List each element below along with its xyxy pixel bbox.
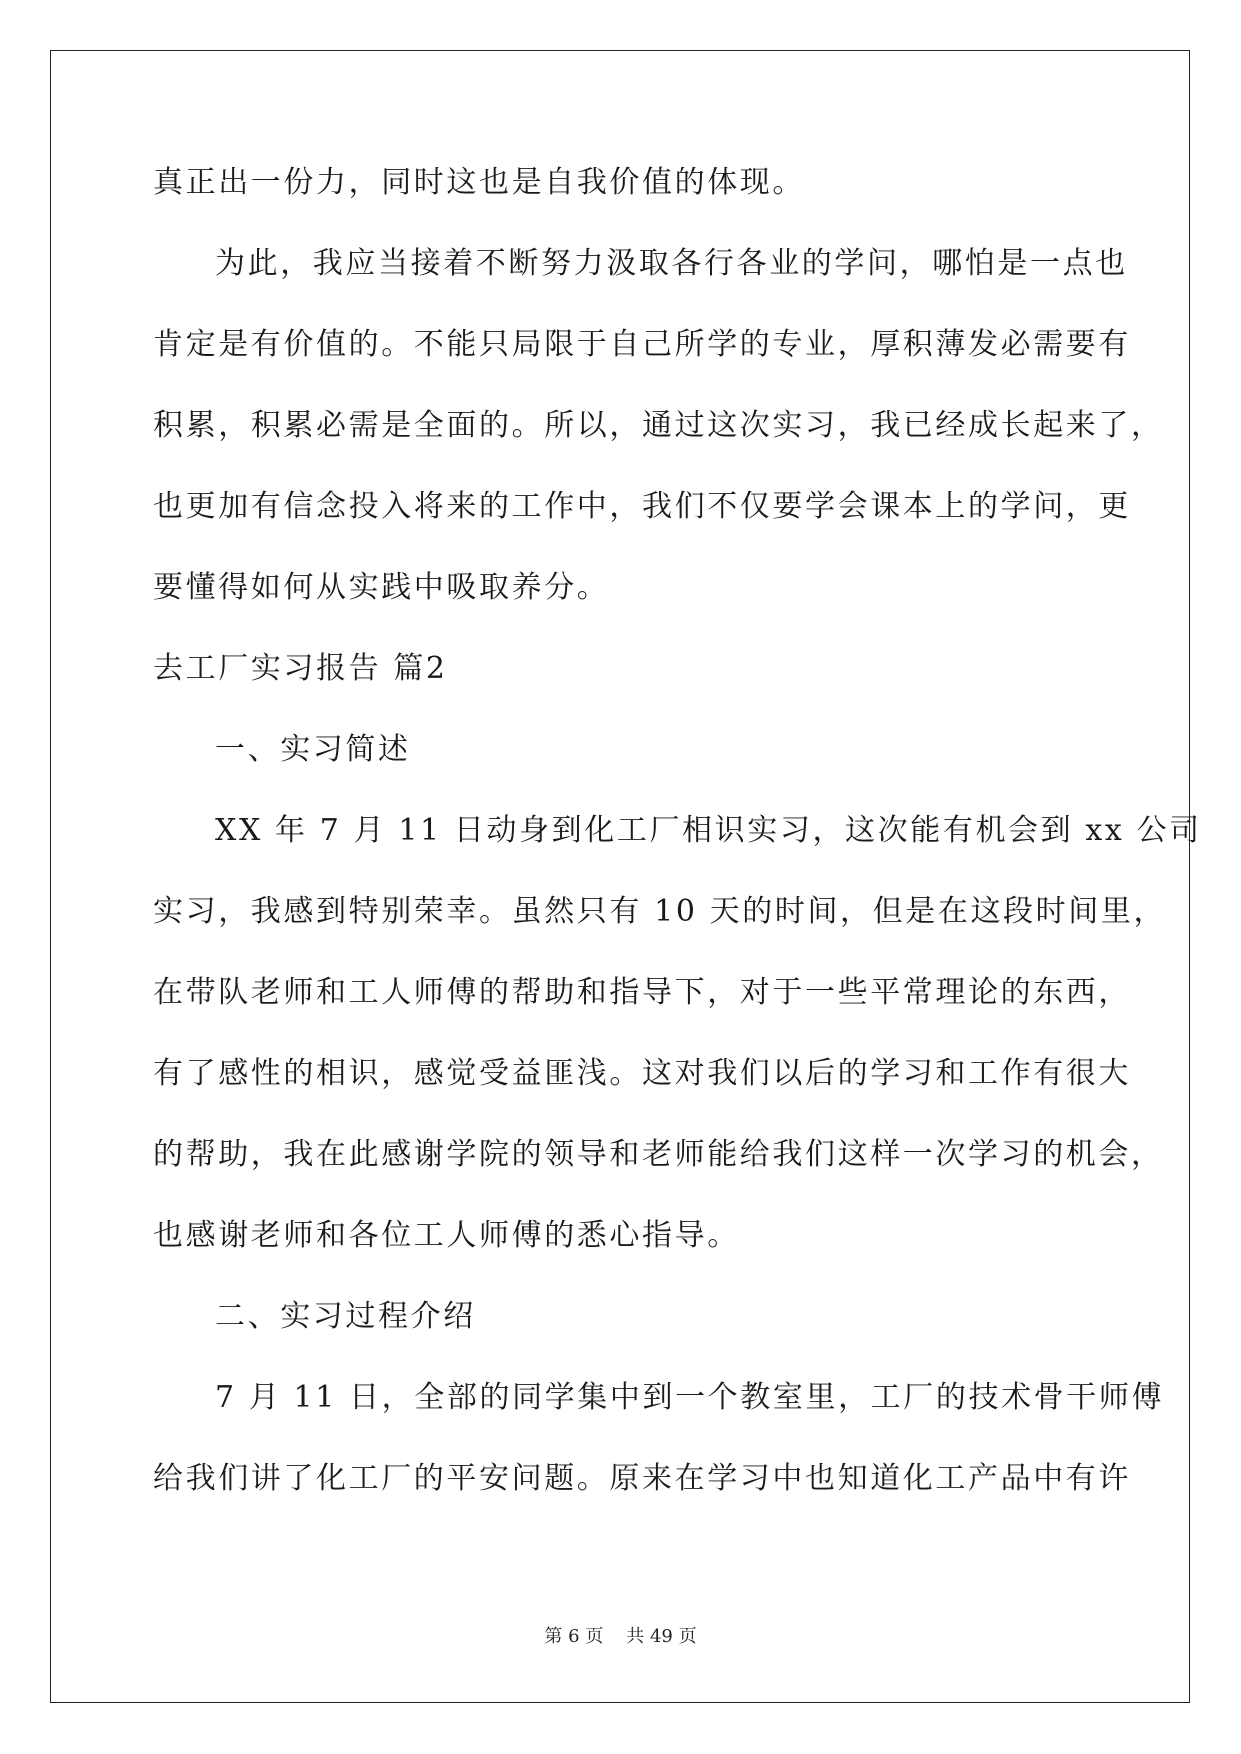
subsection-heading: 二、实习过程介绍 — [215, 1299, 476, 1334]
text-line: 在带队老师和工人师傅的帮助和指导下，对于一些平常理论的东西， — [153, 975, 1131, 1010]
total-pages: 共 49 页 — [626, 1626, 697, 1647]
text-line: 积累，积累必需是全面的。所以，通过这次实习，我已经成长起来了， — [153, 408, 1164, 443]
paragraph-start-line: 7 月 11 日，全部的同学集中到一个教室里，工厂的技术骨干师傅 — [215, 1380, 1165, 1415]
document-body — [153, 160, 1202, 1537]
paragraph-start-line: XX 年 7 月 11 日动身到化工厂相识实习，这次能有机会到 xx 公司 — [215, 813, 1202, 848]
text-line: 要懂得如何从实践中吸取养分。 — [153, 570, 610, 605]
text-line: 真正出一份力，同时这也是自我价值的体现。 — [153, 165, 805, 200]
text-line: 的帮助，我在此感谢学院的领导和老师能给我们这样一次学习的机会， — [153, 1137, 1164, 1172]
page-number: 第 6 页 — [544, 1626, 604, 1647]
section-heading: 去工厂实习报告 篇2 — [153, 651, 448, 686]
paragraph-start-line: 为此，我应当接着不断努力汲取各行各业的学问，哪怕是一点也 — [215, 246, 1128, 281]
page-footer — [0, 1625, 1241, 1649]
text-line: 有了感性的相识，感觉受益匪浅。这对我们以后的学习和工作有很大 — [153, 1056, 1131, 1091]
text-line: 肯定是有价值的。不能只局限于自己所学的专业，厚积薄发必需要有 — [153, 327, 1131, 362]
text-line: 也感谢老师和各位工人师傅的悉心指导。 — [153, 1218, 740, 1253]
text-line: 实习，我感到特别荣幸。虽然只有 10 天的时间，但是在这段时间里， — [153, 894, 1167, 929]
text-line: 也更加有信念投入将来的工作中，我们不仅要学会课本上的学问，更 — [153, 489, 1131, 524]
subsection-heading: 一、实习简述 — [215, 732, 411, 767]
text-line: 给我们讲了化工厂的平安问题。原来在学习中也知道化工产品中有许 — [153, 1461, 1131, 1496]
